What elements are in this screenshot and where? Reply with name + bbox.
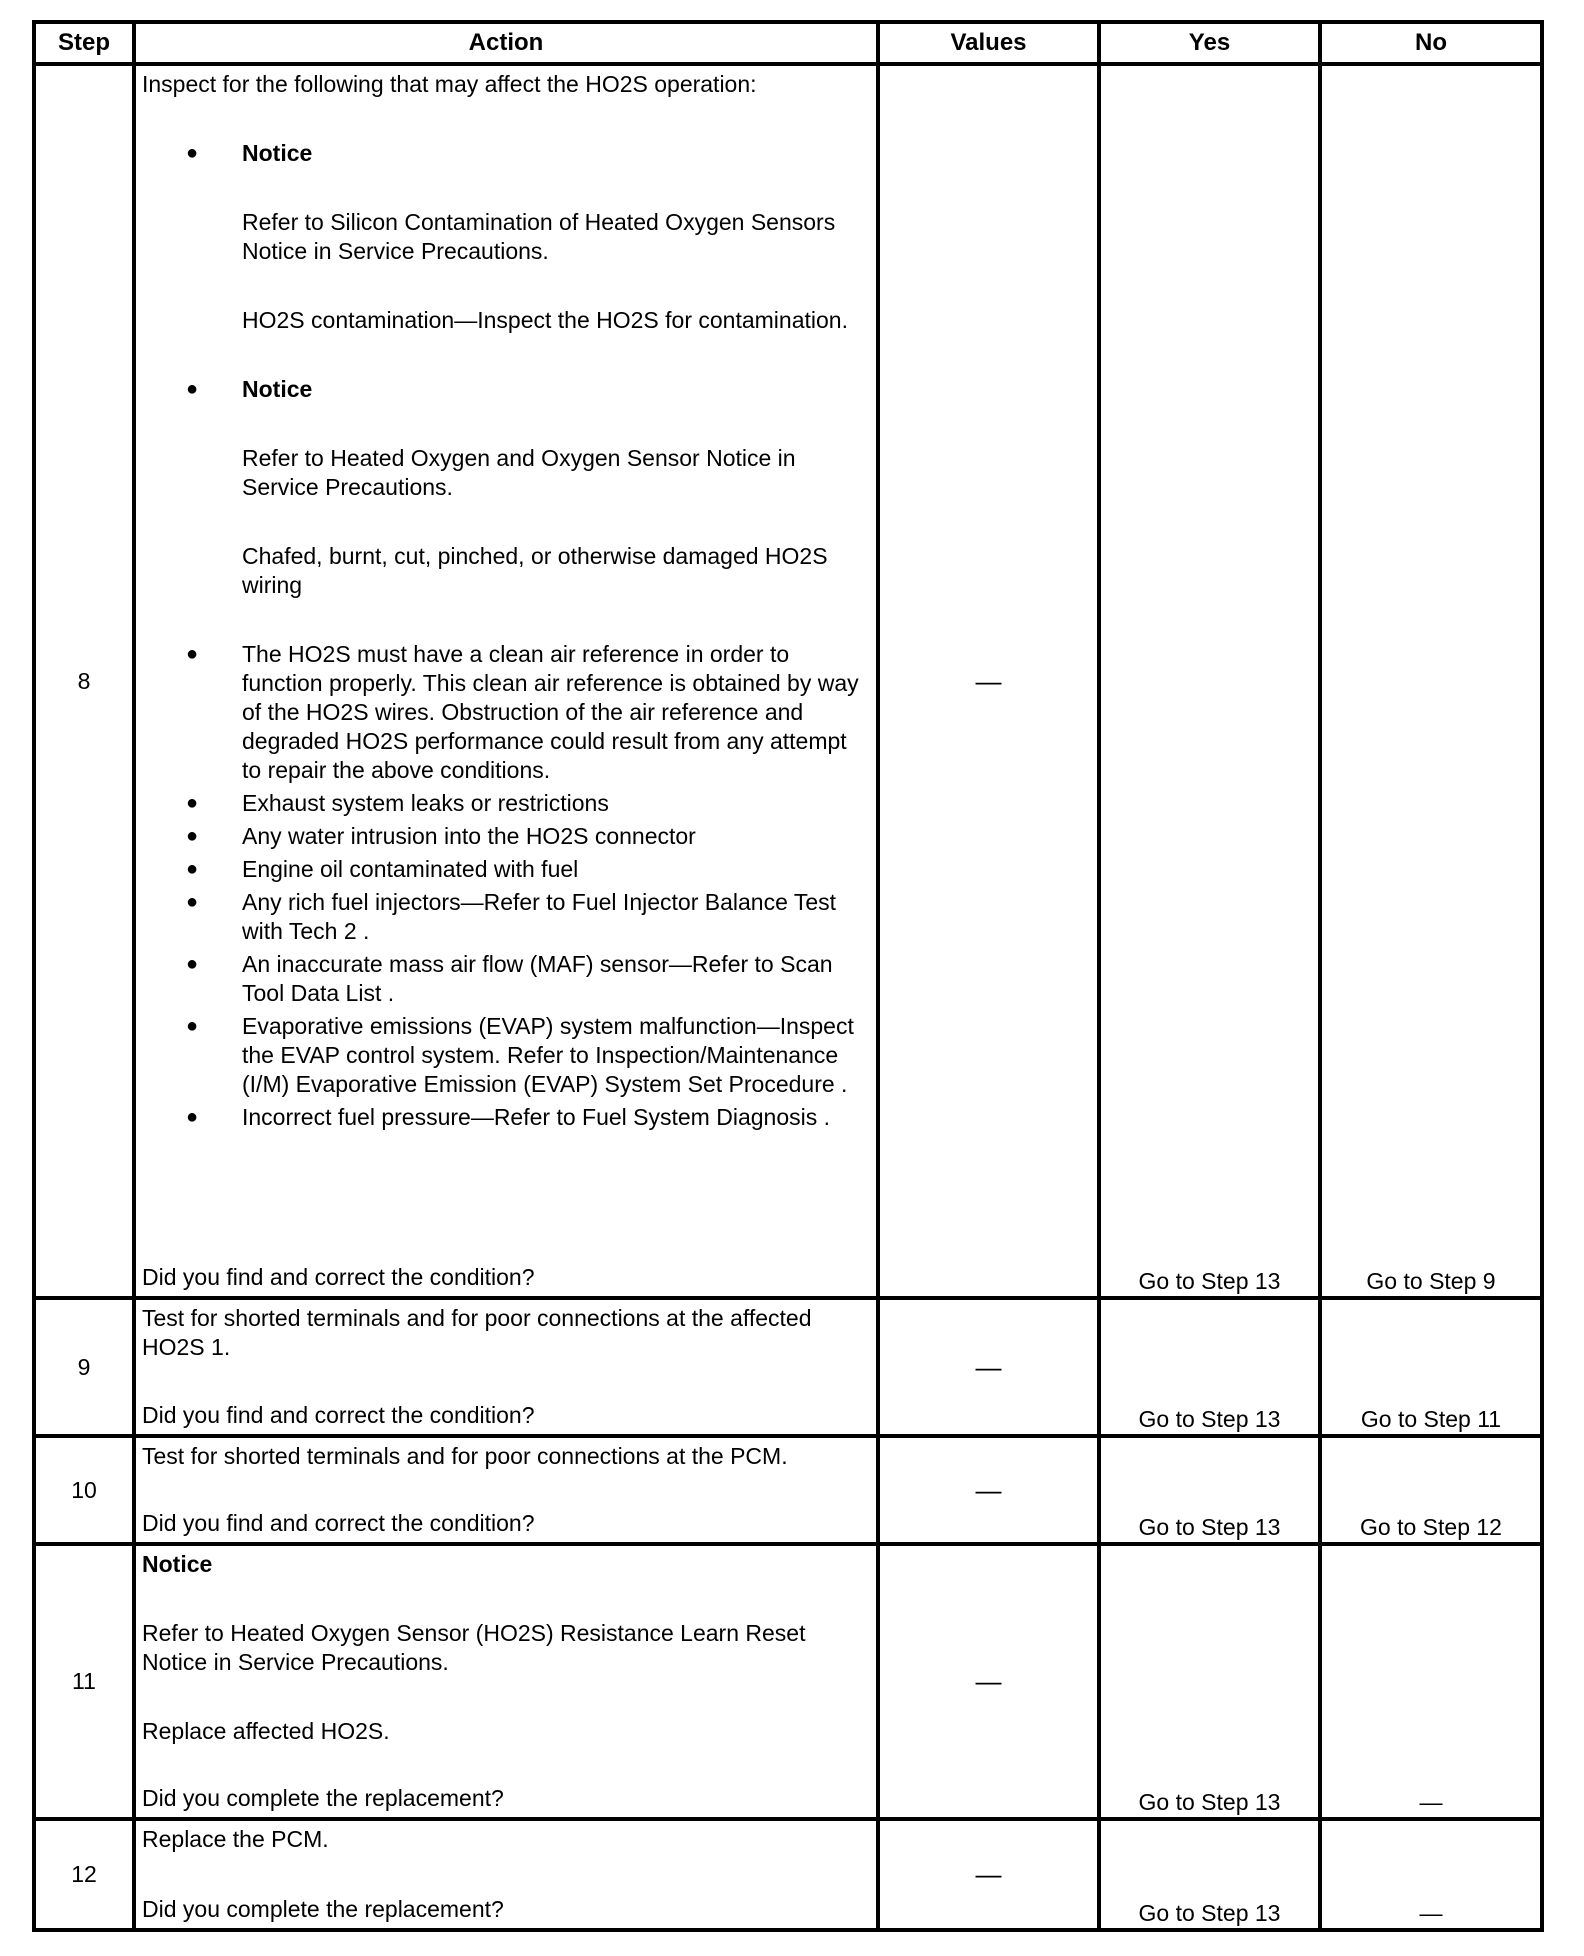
action-cell xyxy=(134,1298,878,1436)
action-question: Did you find and correct the condition? xyxy=(142,1510,535,1536)
table-row-step-11 xyxy=(34,1544,1542,1819)
yes-cell xyxy=(1099,1819,1320,1930)
no-cell xyxy=(1320,1819,1542,1930)
no-result: — xyxy=(1419,1789,1443,1815)
yes-result: Go to Step 13 xyxy=(1138,1268,1281,1294)
list-item: ● Evaporative emissions (EVAP) system malfunction—Inspect the EVAP control system. Refer to Inspection/Maintenance (I/M) Evaporative Emission (EVAP) System Set Procedure . xyxy=(142,1012,870,1099)
no-cell xyxy=(1320,1436,1542,1544)
notice-label: Notice xyxy=(242,376,313,402)
table-row-step-8 xyxy=(34,64,1542,1298)
diagnostic-table-grid xyxy=(32,20,1544,1932)
yes-result: Go to Step 13 xyxy=(1138,1789,1281,1815)
action-cell xyxy=(134,64,878,1298)
action-question: Did you complete the replacement? xyxy=(142,1896,504,1922)
action-text: Replace the PCM. xyxy=(142,1826,329,1852)
list-item: ● Any rich fuel injectors—Refer to Fuel Injector Balance Test with Tech 2 . xyxy=(142,888,870,946)
notice-text: Refer to Silicon Contamination of Heated Oxygen Sensors Notice in Service Precautions. xyxy=(242,209,836,264)
header-yes: Yes xyxy=(1099,22,1320,64)
header-action: Action xyxy=(134,22,878,64)
notice-detail: Chafed, burnt, cut, pinched, or otherwise damaged HO2S wiring xyxy=(242,543,828,598)
action-cell xyxy=(134,1819,878,1930)
notice-label: Notice xyxy=(242,140,313,166)
header-no: No xyxy=(1320,22,1542,64)
notice-detail: HO2S contamination—Inspect the HO2S for contamination. xyxy=(242,307,848,333)
action-cell xyxy=(134,1436,878,1544)
step-number: 12 xyxy=(34,1819,134,1930)
step-number: 11 xyxy=(34,1544,134,1819)
table-row-step-12 xyxy=(34,1819,1542,1930)
no-result: Go to Step 12 xyxy=(1360,1514,1502,1540)
table-row-step-10 xyxy=(34,1436,1542,1544)
list-item: ● Exhaust system leaks or restrictions xyxy=(142,789,870,818)
yes-cell xyxy=(1099,1436,1320,1544)
action-cell xyxy=(134,1544,878,1819)
list-item: ● The HO2S must have a clean air reference in order to function properly. This clean air reference is obtained by way of the HO2S wires. Obstruction of the air reference and degraded HO2S performance could result from any attempt to repair the above conditions. xyxy=(142,640,870,785)
yes-result: Go to Step 13 xyxy=(1138,1900,1281,1926)
list-item: ● An inaccurate mass air flow (MAF) sensor—Refer to Scan Tool Data List . xyxy=(142,950,870,1008)
bullet-icon: ● xyxy=(185,792,199,814)
values-cell: — xyxy=(878,1819,1099,1930)
values-cell: — xyxy=(878,1436,1099,1544)
bullet-icon: ● xyxy=(185,825,199,847)
no-result: Go to Step 11 xyxy=(1360,1406,1502,1432)
header-row xyxy=(34,22,1542,64)
action-text: Test for shorted terminals and for poor connections at the PCM. xyxy=(142,1443,788,1469)
bullet-icon: ● xyxy=(185,858,199,880)
bullet-icon: ● xyxy=(185,378,199,400)
no-result: — xyxy=(1419,1900,1443,1926)
step-number: 9 xyxy=(34,1298,134,1436)
bullet-icon: ● xyxy=(185,1015,199,1037)
notice-text: Refer to Heated Oxygen Sensor (HO2S) Resistance Learn Reset Notice in Service Precautions. xyxy=(142,1620,806,1675)
bullet-icon: ● xyxy=(185,953,199,975)
bullet-icon: ● xyxy=(185,643,199,665)
bullet-icon: ● xyxy=(185,891,199,913)
no-cell xyxy=(1320,64,1542,1298)
list-item: ● Incorrect fuel pressure—Refer to Fuel System Diagnosis . xyxy=(142,1103,870,1132)
bullet-icon: ● xyxy=(185,1106,199,1128)
list-item xyxy=(142,139,870,168)
no-cell xyxy=(1320,1298,1542,1436)
yes-result: Go to Step 13 xyxy=(1138,1514,1281,1540)
action-question: Did you find and correct the condition? xyxy=(142,1264,535,1290)
action-text: Replace affected HO2S. xyxy=(142,1718,390,1744)
yes-result: Go to Step 13 xyxy=(1138,1406,1281,1432)
list-item: ● Any water intrusion into the HO2S connector xyxy=(142,822,870,851)
list-item: ● Engine oil contaminated with fuel xyxy=(142,855,870,884)
no-cell xyxy=(1320,1544,1542,1819)
yes-cell xyxy=(1099,1298,1320,1436)
notice-text: Refer to Heated Oxygen and Oxygen Sensor Notice in Service Precautions. xyxy=(242,445,796,500)
step-number: 8 xyxy=(34,64,134,1298)
diagnostic-table xyxy=(32,20,1540,1928)
action-question: Did you find and correct the condition? xyxy=(142,1402,535,1428)
yes-cell xyxy=(1099,64,1320,1298)
table-row-step-9 xyxy=(34,1298,1542,1436)
values-cell: — xyxy=(878,1544,1099,1819)
header-step: Step xyxy=(34,22,134,64)
action-text: Test for shorted terminals and for poor connections at the affected HO2S 1. xyxy=(142,1305,812,1360)
header-values: Values xyxy=(878,22,1099,64)
values-cell: — xyxy=(878,64,1099,1298)
list-item xyxy=(142,375,870,404)
values-cell: — xyxy=(878,1298,1099,1436)
yes-cell xyxy=(1099,1544,1320,1819)
no-result: Go to Step 9 xyxy=(1366,1268,1496,1294)
notice-label: Notice xyxy=(142,1551,213,1577)
step-number: 10 xyxy=(34,1436,134,1544)
action-question: Did you complete the replacement? xyxy=(142,1785,504,1811)
bullet-icon: ● xyxy=(185,142,199,164)
action-intro: Inspect for the following that may affect the HO2S operation: xyxy=(142,71,757,97)
